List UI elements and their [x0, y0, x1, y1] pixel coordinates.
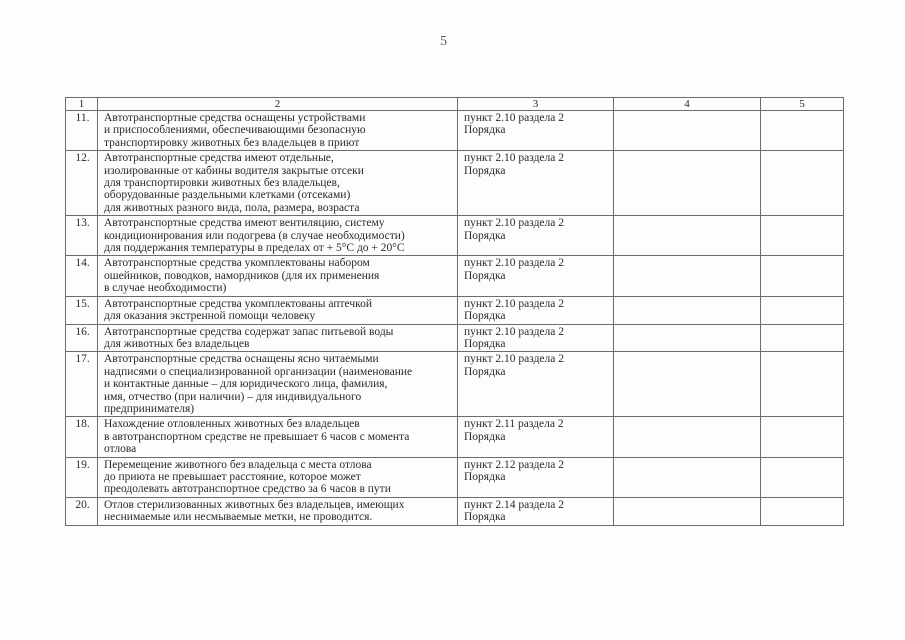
requirement-line: Отлов стерилизованных животных без владельцев, имеющих	[104, 498, 405, 511]
reference-line: Порядка	[464, 430, 506, 443]
requirement-line: Автотранспортные средства имеют отдельные,	[104, 152, 334, 165]
requirement-line: для животных разного вида, пола, размера, возраста	[104, 201, 360, 214]
header-col-2: 2	[98, 98, 458, 111]
column-5-cell	[761, 457, 844, 497]
table-row	[66, 324, 844, 352]
column-5-cell	[761, 324, 844, 352]
requirement-line: и контактные данные – для юридического лица, фамилия,	[104, 378, 388, 391]
requirement-line: Автотранспортные средства укомплектованы аптечкой	[104, 297, 373, 310]
column-5-cell	[761, 497, 844, 525]
requirement-line: изолированные от кабины водителя закрытые отсеки	[104, 164, 364, 177]
legal-reference	[458, 457, 614, 497]
row-number: 15.	[66, 296, 98, 324]
table-row	[66, 497, 844, 525]
requirement-line: Автотранспортные средства оснащены ясно читаемыми	[104, 353, 379, 366]
requirement-text	[98, 324, 458, 352]
requirement-line: Автотранспортные средства имеют вентиляцию, систему	[104, 217, 385, 230]
requirement-line: Перемещение животного без владельца с места отлова	[104, 458, 372, 471]
header-col-4: 4	[614, 98, 761, 111]
column-4-cell	[614, 256, 761, 296]
legal-reference	[458, 216, 614, 256]
reference-line: пункт 2.10 раздела 2	[464, 257, 565, 270]
row-number: 11.	[66, 111, 98, 151]
reference-line: Порядка	[464, 310, 506, 323]
row-number: 13.	[66, 216, 98, 256]
page-number: 5	[440, 34, 447, 49]
reference-line: пункт 2.10 раздела 2	[464, 112, 565, 124]
legal-reference	[458, 111, 614, 151]
requirement-line: имя, отчество (при наличии) – для индивидуального	[104, 390, 362, 403]
row-number: 17.	[66, 352, 98, 417]
row-number: 20.	[66, 497, 98, 525]
reference-line: Порядка	[464, 124, 506, 137]
table-row	[66, 352, 844, 417]
reference-line: Порядка	[464, 164, 506, 177]
requirement-line: преодолевать автотранспортное средство за 6 часов в пути	[104, 483, 391, 496]
requirement-line: Нахождение отловленных животных без владельцев	[104, 418, 360, 431]
row-number: 12.	[66, 151, 98, 216]
legal-reference	[458, 324, 614, 352]
requirement-text	[98, 151, 458, 216]
checklist-table	[65, 97, 844, 526]
reference-line: пункт 2.10 раздела 2	[464, 325, 565, 338]
reference-line: пункт 2.12 раздела 2	[464, 458, 565, 471]
table-row	[66, 216, 844, 256]
column-4-cell	[614, 324, 761, 352]
requirement-text	[98, 457, 458, 497]
requirement-text	[98, 256, 458, 296]
requirement-line: для животных без владельцев	[104, 337, 250, 350]
column-5-cell	[761, 151, 844, 216]
column-4-cell	[614, 151, 761, 216]
column-5-cell	[761, 256, 844, 296]
reference-line: Порядка	[464, 269, 506, 282]
requirement-line: и приспособлениями, обеспечивающими безопасную	[104, 124, 366, 137]
requirement-line: кондиционирования или подогрева (в случае необходимости)	[104, 229, 405, 242]
requirement-line: транспортировку животных без владельцев в приют	[104, 136, 360, 149]
requirement-line: Автотранспортные средства укомплектованы набором	[104, 257, 370, 270]
row-number: 19.	[66, 457, 98, 497]
requirement-line: ошейников, поводков, намордников (для их применения	[104, 269, 380, 282]
requirement-line: для оказания экстренной помощи человеку	[104, 310, 316, 323]
requirement-line: до приюта не превышает расстояние, которое может	[104, 470, 361, 483]
reference-line: Порядка	[464, 511, 506, 524]
reference-line: пункт 2.11 раздела 2	[464, 418, 564, 431]
legal-reference	[458, 497, 614, 525]
table-row	[66, 417, 844, 457]
table-row	[66, 111, 844, 151]
requirement-line: Автотранспортные средства содержат запас питьевой воды	[104, 325, 394, 338]
table-row	[66, 151, 844, 216]
column-5-cell	[761, 296, 844, 324]
requirement-line: неснимаемые или несмываемые метки, не проводится.	[104, 511, 373, 524]
requirement-line: надписями о специализированной организации (наименование	[104, 365, 413, 378]
requirement-text	[98, 111, 458, 151]
legal-reference	[458, 151, 614, 216]
reference-line: пункт 2.10 раздела 2	[464, 217, 565, 230]
requirement-line: в случае необходимости)	[104, 282, 227, 295]
requirement-text	[98, 216, 458, 256]
column-4-cell	[614, 417, 761, 457]
requirement-line: отлова	[104, 443, 137, 456]
table-row	[66, 457, 844, 497]
column-5-cell	[761, 216, 844, 256]
row-number: 18.	[66, 417, 98, 457]
requirement-line: предпринимателя)	[104, 402, 195, 415]
reference-line: Порядка	[464, 229, 506, 242]
requirement-line: для поддержания температуры в пределах от + 5°С до + 20°С	[104, 242, 405, 255]
row-number: 14.	[66, 256, 98, 296]
column-5-cell	[761, 352, 844, 417]
reference-line: Порядка	[464, 470, 506, 483]
header-col-5: 5	[761, 98, 844, 111]
requirement-line: для транспортировки животных без владельцев,	[104, 177, 340, 190]
legal-reference	[458, 352, 614, 417]
column-5-cell	[761, 417, 844, 457]
header-col-3: 3	[458, 98, 614, 111]
legal-reference	[458, 417, 614, 457]
table-body	[66, 111, 844, 526]
requirement-text	[98, 417, 458, 457]
reference-line: пункт 2.10 раздела 2	[464, 297, 565, 310]
column-4-cell	[614, 111, 761, 151]
reference-line: пункт 2.10 раздела 2	[464, 152, 565, 165]
header-col-1: 1	[66, 98, 98, 111]
requirement-line: в автотранспортном средстве не превышает 6 часов с момента	[104, 430, 410, 443]
reference-line: Порядка	[464, 337, 506, 350]
reference-line: Порядка	[464, 365, 506, 378]
row-number: 16.	[66, 324, 98, 352]
legal-reference	[458, 296, 614, 324]
table-row	[66, 256, 844, 296]
column-4-cell	[614, 352, 761, 417]
requirement-line: оборудованные раздельными клетками (отсеками)	[104, 189, 351, 202]
requirement-text	[98, 497, 458, 525]
legal-reference	[458, 256, 614, 296]
column-4-cell	[614, 457, 761, 497]
column-4-cell	[614, 497, 761, 525]
table-header-row	[66, 98, 844, 111]
column-5-cell	[761, 111, 844, 151]
column-4-cell	[614, 216, 761, 256]
requirement-text	[98, 296, 458, 324]
column-4-cell	[614, 296, 761, 324]
reference-line: пункт 2.10 раздела 2	[464, 353, 565, 366]
requirement-text	[98, 352, 458, 417]
requirement-line: Автотранспортные средства оснащены устройствами	[104, 112, 366, 124]
table-row	[66, 296, 844, 324]
reference-line: пункт 2.14 раздела 2	[464, 498, 565, 511]
